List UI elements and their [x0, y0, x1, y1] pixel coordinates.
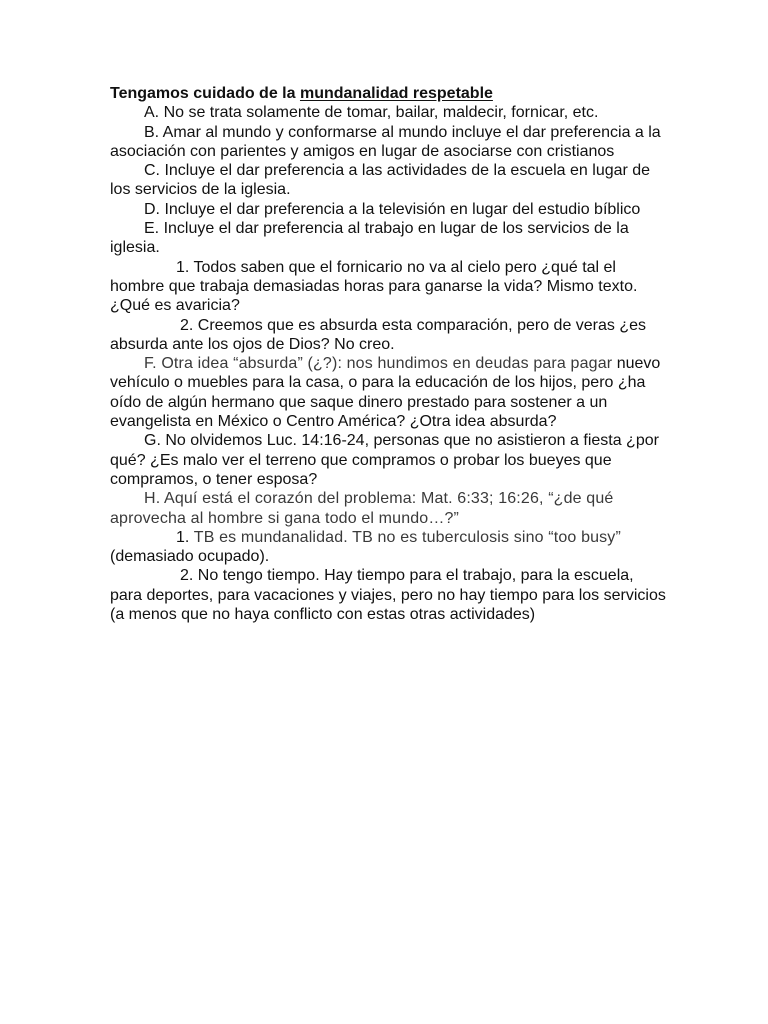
- item-h: H. Aquí está el corazón del problema: Mat. 6:33; 16:26, “¿de qué aprovecha al hombre si gana todo el mundo…?”: [110, 490, 614, 527]
- item-e-2: 2. Creemos que es absurda esta comparación, pero de veras ¿es absurda ante los ojos de Dios? No creo.: [110, 316, 647, 353]
- item-h-1-number: 1.: [176, 528, 194, 546]
- item-f-rest: nuevo vehículo o muebles para la casa, o para la educación de los hijos, pero ¿ha oído de algún hermano que saque dinero prestado para sostener a un evangelista en México o Centro América? ¿Otra idea absurda?: [110, 355, 661, 431]
- item-h-1: [110, 528, 670, 567]
- item-b: B. Amar al mundo y conformarse al mundo incluye el dar preferencia a la asociación con parientes y amigos en lugar de asociarse con cristianos: [110, 123, 661, 160]
- item-h-1-light: TB es mundanalidad. TB no es tuberculosis sino “too busy”: [193, 528, 621, 546]
- item-d: D. Incluye el dar preferencia a la televisión en lugar del estudio bíblico: [144, 200, 641, 218]
- item-h-2: 2. No tengo tiempo. Hay tiempo para el trabajo, para la escuela, para deportes, para vacaciones y viajes, pero no hay tiempo para los servicios (a menos que no haya conflicto con estas otras actividades): [110, 567, 666, 624]
- item-e: E. Incluye el dar preferencia al trabajo en lugar de los servicios de la iglesia.: [110, 220, 629, 257]
- document-body: [110, 84, 670, 624]
- item-h-1-rest: (demasiado ocupado).: [110, 548, 270, 566]
- document-title: [110, 84, 670, 103]
- item-e-1: 1. Todos saben que el fornicario no va al cielo pero ¿qué tal el hombre que trabaja demasiadas horas para ganarse la vida? Mismo texto. ¿Qué es avaricia?: [110, 258, 638, 315]
- item-f: [110, 354, 670, 431]
- item-g: G. No olvidemos Luc. 14:16-24, personas que no asistieron a fiesta ¿por qué? ¿Es malo ver el terreno que compramos o probar los bueyes que compramos, o tener esposa?: [110, 432, 659, 488]
- title-underlined: mundanalidad respetable: [299, 85, 493, 102]
- item-a: A. No se trata solamente de tomar, bailar, maldecir, fornicar, etc.: [144, 104, 599, 122]
- item-f-light-line: F. Otra idea “absurda” (¿?): nos hundimos en deudas para pagar: [144, 355, 613, 373]
- title-prefix: Tengamos cuidado de la: [110, 85, 300, 102]
- item-c: C. Incluye el dar preferencia a las actividades de la escuela en lugar de los servicios de la iglesia.: [110, 162, 651, 199]
